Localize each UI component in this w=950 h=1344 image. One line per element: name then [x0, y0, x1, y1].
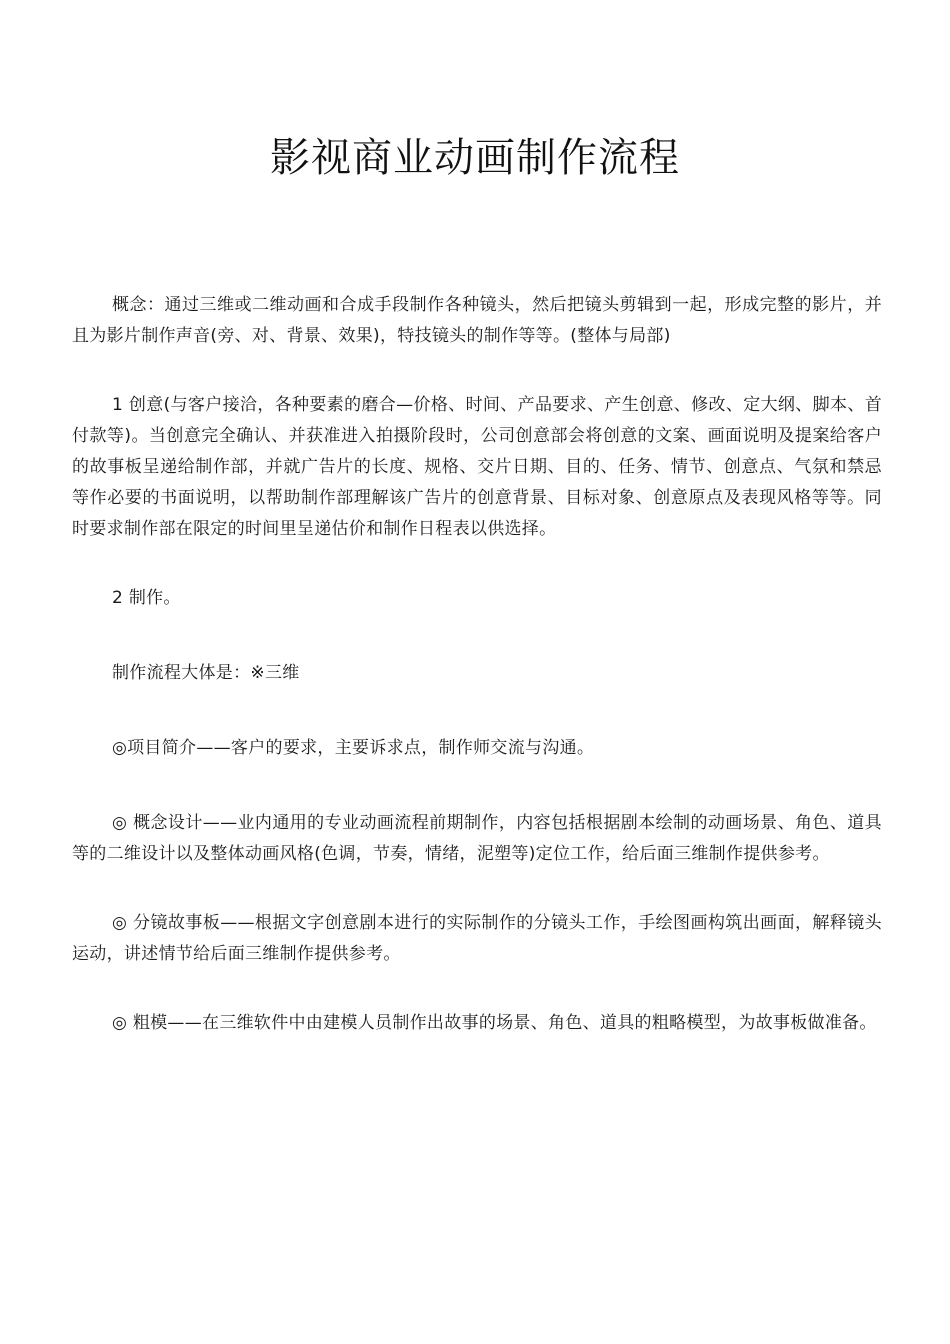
paragraph-storyboard: ◎ 分镜故事板——根据文字创意剧本进行的实际制作的分镜头工作，手绘图画构筑出画面，解释镜头运动，讲述情节给后面三维制作提供参考。 [72, 913, 882, 964]
paragraph-process-overview: 制作流程大体是：※三维 [112, 663, 300, 683]
paragraph-rough-model: ◎ 粗模——在三维软件中由建模人员制作出故事的场景、角色、道具的粗略模型，为故事板做准备。 [112, 1013, 877, 1033]
paragraph-production: 2 制作。 [112, 588, 181, 608]
document-body [72, 290, 882, 1077]
paragraph-concept: 概念：通过三维或二维动画和合成手段制作各种镜头，然后把镜头剪辑到一起，形成完整的影片，并且为影片制作声音(旁、对、背景、效果)，特技镜头的制作等等。(整体与局部) [72, 295, 882, 346]
paragraph-concept-design: ◎ 概念设计——业内通用的专业动画流程前期制作，内容包括根据剧本绘制的动画场景、角色、道具等的二维设计以及整体动画风格(色调，节奏，情绪，泥塑等)定位工作，给后面三维制作提供参考。 [72, 813, 882, 864]
paragraph-project-brief: ◎项目简介——客户的要求，主要诉求点，制作师交流与沟通。 [112, 738, 595, 758]
paragraph-creative: 1 创意(与客户接洽，各种要素的磨合—价格、时间、产品要求、产生创意、修改、定大纲、脚本、首付款等)。当创意完全确认、并获准进入拍摄阶段时，公司创意部会将创意的文案、画面说明及提案给客户的故事板呈递给制作部，并就广告片的长度、规格、交片日期、目的、任务、情节、创意点、气氛和禁忌等作必要的书面说明，以帮助制作部理解该广告片的创意背景、目标对象、创意原点及表现风格等等。同时要求制作部在限定的时间里呈递估价和制作日程表以供选择。 [72, 395, 882, 539]
document-title: 影视商业动画制作流程 [270, 135, 680, 181]
